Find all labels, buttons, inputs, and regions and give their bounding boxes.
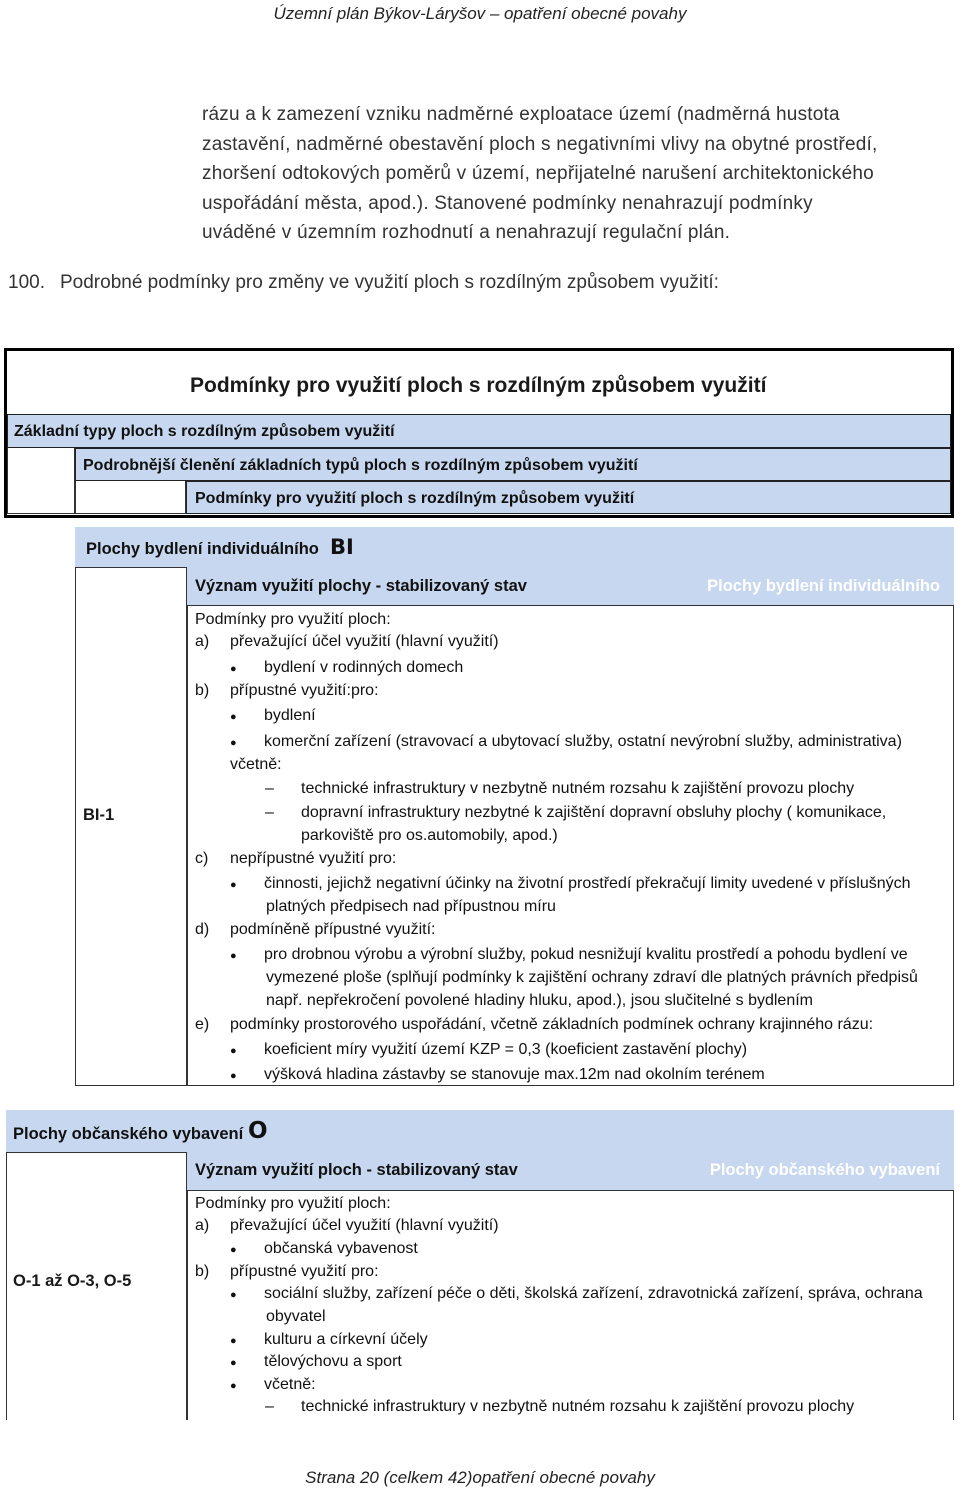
section-heading <box>8 272 719 294</box>
o-meaning-header <box>187 1152 954 1190</box>
o-section-header <box>6 1110 954 1152</box>
o-b2: ● kulturu a církevní účely <box>264 1329 428 1352</box>
bi-b-text: přípustné využití:pro: <box>230 682 379 699</box>
bi-e-text: podmínky prostorového uspořádání, včetně základních podmínek ochrany krajinného rázu: <box>230 1016 874 1033</box>
o-b4: ● včetně: <box>264 1374 316 1397</box>
bi-meaning-right: Plochy bydlení individuálního <box>707 577 940 595</box>
section-number: 100. <box>8 272 45 293</box>
o-b1-cont: obyvatel <box>266 1308 326 1325</box>
bi-c1-cont: platných předpisech nad přípustnou míru <box>266 898 556 915</box>
o-b-dash1: – technické infrastruktury v nezbytně nutném rozsahu k zajištění provozu plochy <box>301 1396 854 1419</box>
bi-b-incl: včetně: <box>230 756 282 773</box>
o-code-cell <box>6 1152 187 1420</box>
o-code: O <box>248 1118 268 1144</box>
intro-line: zhoršení odtokových poměrů v území, nepřijatelné narušení architektonického <box>202 163 874 185</box>
bi-b-marker: b) <box>195 682 210 699</box>
bi-b1: ● bydlení <box>264 705 316 728</box>
bi-d-marker: d) <box>195 921 210 938</box>
bi-c-marker: c) <box>195 850 209 867</box>
o-b3: ● tělovýchovu a sport <box>264 1351 402 1374</box>
page-footer: Strana 20 (celkem 42)opatření obecné povahy <box>305 1468 655 1487</box>
bi-e-marker: e) <box>195 1016 210 1033</box>
bi-a-marker: a) <box>195 633 210 650</box>
intro-paragraph <box>202 100 954 248</box>
bi-b2: ● komerční zařízení (stravovací a ubytovací služby, ostatní nevýrobní služby, administrativa) <box>264 731 902 754</box>
bi-conditions <box>187 605 954 1086</box>
o-meaning-right: Plochy občanského vybavení <box>709 1161 940 1179</box>
o-a1: ● občanská vybavenost <box>264 1238 418 1261</box>
bi-d1-cont2: např. nepřekročení povolené hladiny hluku, apod.), jsou slučitelné s bydlením <box>266 992 813 1009</box>
bi-sub-code: BI-1 <box>83 806 115 824</box>
bi-b-dash1: – technické infrastruktury v nezbytně nutném rozsahu k zajištění provozu plochy <box>301 778 854 801</box>
o-title: Plochy občanského vybavení <box>13 1125 244 1143</box>
legend-indent-2 <box>75 481 186 514</box>
page-header: Územní plán Býkov-Láryšov – opatření obecné povahy <box>273 4 687 23</box>
bi-d1-cont1: vymezené ploše (splňují podmínky k zajištění ochrany zdraví dle platných právních předpisů <box>266 969 918 986</box>
bi-d1: ● pro drobnou výrobu a výrobní služby, pokud nesnižují kvalitu prostředí a pohodu bydlení ve <box>264 944 908 967</box>
bi-e1: ● koeficient míry využití území KZP = 0,3 (koeficient zastavění plochy) <box>264 1039 747 1062</box>
o-a-marker: a) <box>195 1217 210 1234</box>
bi-title: Plochy bydlení individuálního <box>86 540 319 558</box>
o-b-marker: b) <box>195 1263 210 1280</box>
section-title: Podrobné podmínky pro změny ve využití ploch s rozdílným způsobem využití: <box>60 272 719 293</box>
bi-meaning: Význam využití plochy - stabilizovaný stav <box>195 577 527 595</box>
legend-level2: Podrobnější členění základních typů ploch s rozdílným způsobem využití <box>75 448 951 481</box>
bi-b-dash2: – dopravní infrastruktury nezbytné k zajištění dopravní obsluhy plochy ( komunikace, <box>301 802 886 825</box>
legend-level3: Podmínky pro využití ploch s rozdílným způsobem využití <box>186 481 951 514</box>
bi-c-text: nepřípustné využití pro: <box>230 850 397 867</box>
o-conditions <box>187 1190 954 1420</box>
bi-d-text: podmíněně přípustné využití: <box>230 921 436 938</box>
o-a-text: převažující účel využití (hlavní využití) <box>230 1217 499 1234</box>
bi-a1: ● bydlení v rodinných domech <box>264 657 463 680</box>
bi-code-cell <box>75 567 187 1086</box>
bi-meaning-header <box>187 567 954 605</box>
o-sub-code: O-1 až O-3, O-5 <box>13 1272 132 1290</box>
intro-line: uspořádání města, apod.). Stanovené podmínky nenahrazují podmínky <box>202 192 813 214</box>
bi-code: BI <box>330 535 354 559</box>
bi-section-header <box>75 527 954 567</box>
o-b1: ● sociální služby, zařízení péče o děti, školská zařízení, zdravotnická zařízení, správa, ochrana <box>264 1283 923 1306</box>
intro-line: zastavění, nadměrné obestavění ploch s negativními vlivy na obytné prostředí, <box>202 133 878 155</box>
intro-line: rázu a k zamezení vzniku nadměrné exploatace území (nadměrná hustota <box>202 104 840 125</box>
legend-level1: Základní typy ploch s rozdílným způsobem využití <box>7 414 951 448</box>
intro-line: uváděné v územním rozhodnutí a nenahrazují regulační plán. <box>202 222 731 244</box>
o-conditions-label: Podmínky pro využití ploch: <box>195 1195 391 1212</box>
legend-indent-1 <box>7 448 75 514</box>
o-b-text: přípustné využití pro: <box>230 1263 379 1280</box>
bi-c1: ● činnosti, jejichž negativní účinky na životní prostředí překračují limity uvedené v příslušných <box>264 873 911 896</box>
legend-title: Podmínky pro využití ploch s rozdílným způsobem využití <box>190 374 767 397</box>
bi-b-dash2-cont: parkoviště pro os.automobily, apod.) <box>301 827 558 844</box>
bi-e2: ● výšková hladina zástavby se stanovuje max.12m nad okolním terénem <box>264 1064 765 1087</box>
bi-conditions-label: Podmínky pro využití ploch: <box>195 611 391 628</box>
o-meaning: Význam využití ploch - stabilizovaný stav <box>195 1161 518 1179</box>
bi-a-text: převažující účel využití (hlavní využití) <box>230 633 499 650</box>
